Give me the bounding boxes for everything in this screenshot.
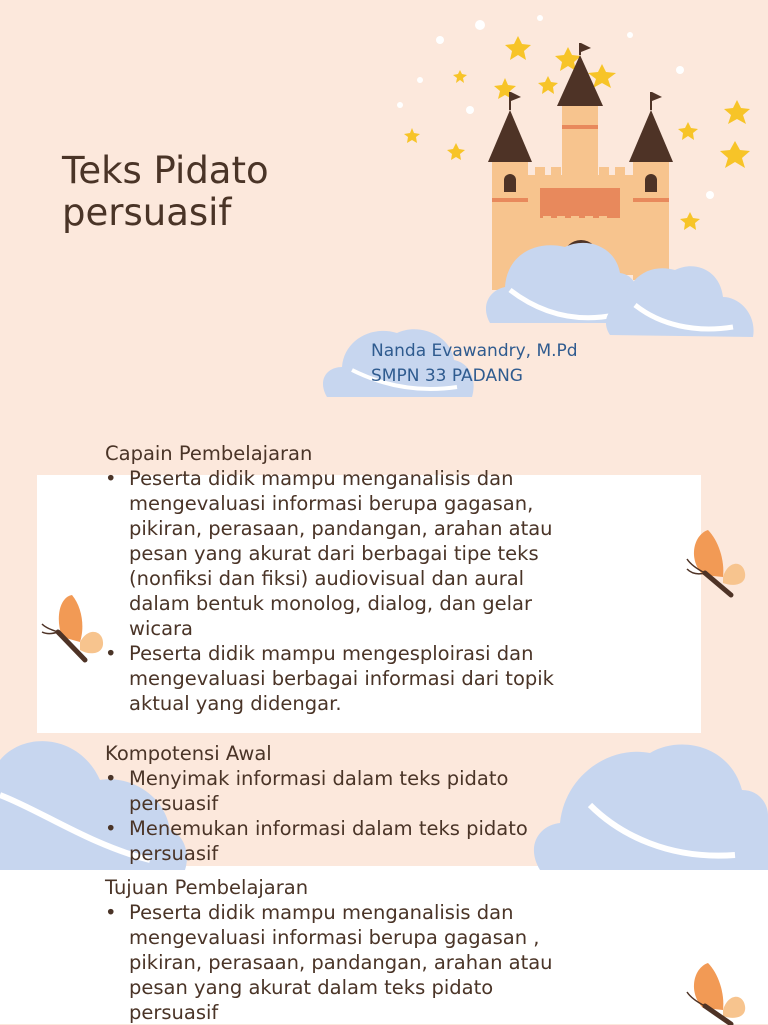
section-tujuan bbox=[105, 875, 575, 1025]
section-capaian bbox=[105, 441, 575, 716]
bullet-list bbox=[105, 766, 575, 866]
list-item: • Menyimak informasi dalam teks pidato persuasif bbox=[105, 766, 575, 816]
page-title bbox=[62, 150, 269, 234]
butterfly-bottom-illustration bbox=[683, 958, 751, 1024]
cloud-castle-illustration bbox=[485, 235, 760, 340]
title-line-1: Teks Pidato bbox=[62, 149, 269, 192]
butterfly-right-illustration bbox=[683, 525, 751, 600]
author-name: Nanda Evawandry, M.Pd bbox=[371, 341, 578, 361]
bullet-list bbox=[105, 466, 575, 716]
section-heading: Tujuan Pembelajaran bbox=[105, 876, 309, 899]
list-item: • Peserta didik mampu menganalisis dan mengevaluasi informasi berupa gagasan, pikiran, perasaan, pandangan, arahan atau pesan yang akurat dari berbagai tipe teks (nonfiksi dan fiksi) audiovisual dan aural dalam bentuk monolog, dialog, dan gelar wicara bbox=[105, 466, 575, 641]
list-item: • Menemukan informasi dalam teks pidato persuasif bbox=[105, 816, 575, 866]
list-item: • Peserta didik mampu menganalisis dan mengevaluasi informasi berupa gagasan , pikiran, perasaan, pandangan, arahan atau pesan yang akurat dalam teks pidato persuasif bbox=[105, 900, 575, 1025]
butterfly-left-illustration bbox=[40, 592, 108, 667]
author-school: SMPN 33 PADANG bbox=[371, 366, 523, 386]
section-kompetensi bbox=[105, 741, 575, 866]
author-block bbox=[371, 339, 578, 389]
section-heading: Kompotensi Awal bbox=[105, 742, 272, 765]
list-item: • Peserta didik mampu mengesploirasi dan mengevaluasi berbagai informasi dari topik aktual yang didengar. bbox=[105, 641, 575, 716]
bullet-list bbox=[105, 900, 575, 1025]
title-line-2: persuasif bbox=[62, 191, 232, 234]
section-heading: Capain Pembelajaran bbox=[105, 442, 313, 465]
